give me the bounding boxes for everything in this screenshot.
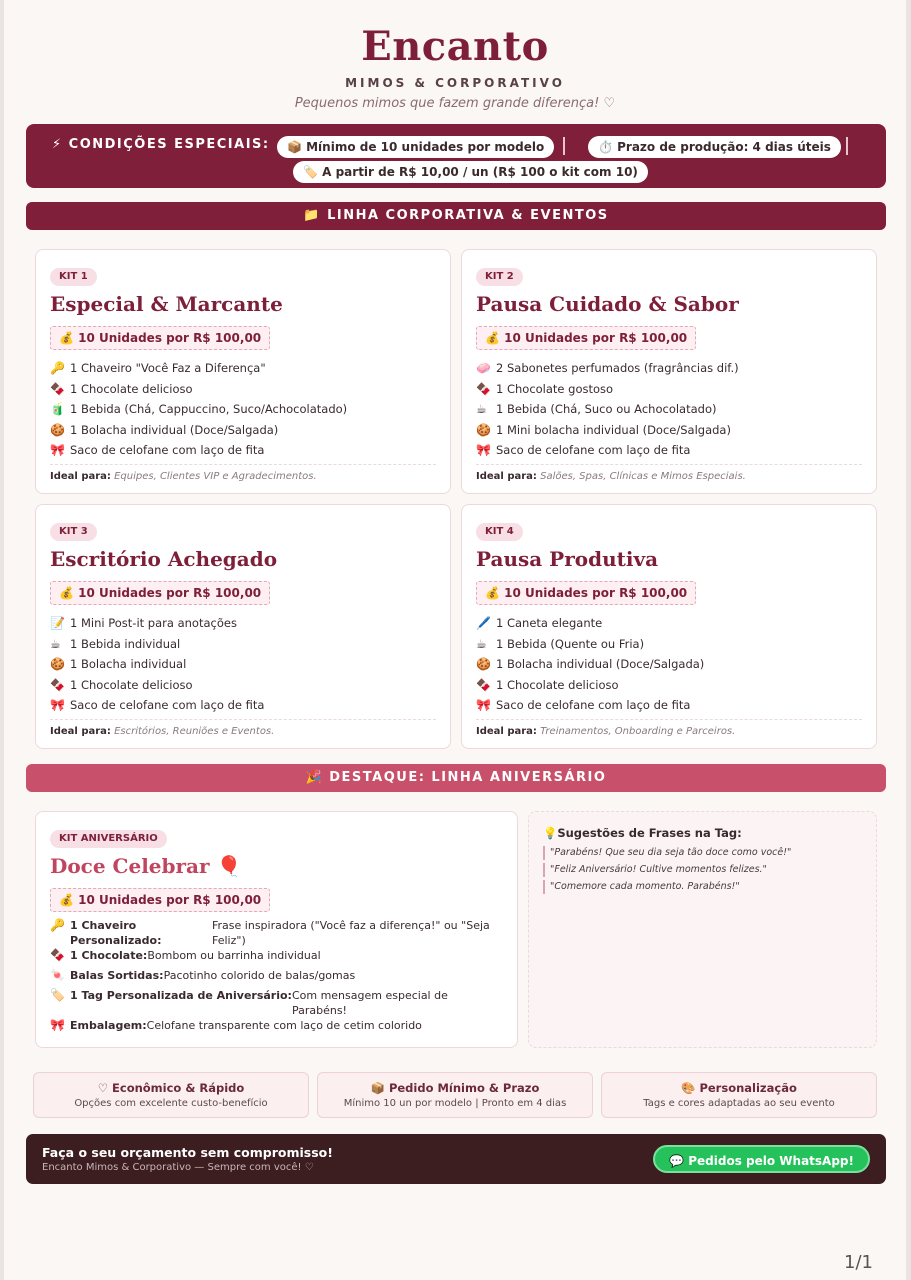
item-text: 1 Chaveiro "Você Faz a Diferença" (70, 361, 266, 375)
kit-items (476, 613, 704, 716)
brand-tagline: Pequenos mimos que fazem grande diferença! ♡ (294, 96, 616, 111)
item-text: 1 Bebida (Quente ou Fria) (496, 636, 645, 651)
corporate-section-header: 📁 LINHA CORPORATIVA & EVENTOS (26, 202, 886, 230)
item-text: 1 Caneta elegante (496, 616, 603, 630)
item-text: 1 Chocolate delicioso (70, 381, 193, 396)
chocolate-icon: 🍫 (50, 948, 65, 962)
drink-icon: 🧃 (50, 402, 65, 416)
birthday-kit-card (35, 811, 518, 1048)
ribbon-icon: 🎀 (50, 443, 65, 457)
feature-desc: Opções com excelente custo-benefício (74, 1098, 268, 1109)
ideal-for (50, 471, 317, 482)
ideal-label: Ideal para: (476, 726, 537, 737)
item-label: 1 Chaveiro Personalizado: (70, 919, 162, 947)
key-icon: 🔑 (50, 361, 65, 375)
kit-price: 💰 10 Unidades por R$ 100,00 (50, 888, 270, 912)
soap-icon: 🧼 (476, 361, 491, 375)
kit-price: 💰 10 Unidades por R$ 100,00 (50, 581, 270, 605)
kit-title: Escritório Achegado (50, 547, 278, 571)
list-item (476, 613, 704, 634)
tag-suggestions-card (528, 811, 877, 1048)
list-item (50, 988, 490, 1018)
ribbon-icon: 🎀 (50, 1018, 65, 1032)
list-item (50, 358, 347, 379)
list-item (50, 968, 490, 988)
price-from-pill: 🏷️ A partir de R$ 10,00 / un (R$ 100 o kit com 10) (293, 161, 648, 183)
list-item (50, 379, 347, 400)
feature-card (317, 1072, 593, 1118)
divider (476, 719, 862, 720)
list-item (50, 634, 264, 655)
candy-icon: 🍬 (50, 968, 65, 982)
catalog-page (4, 0, 906, 1280)
key-icon: 🔑 (50, 918, 65, 932)
item-text: 1 Bolacha individual (Doce/Salgada) (70, 422, 279, 437)
ideal-for (476, 726, 735, 737)
list-item (50, 918, 490, 948)
kit-badge: KIT 1 (50, 268, 97, 286)
conditions-label: ⚡ CONDIÇÕES ESPECIAIS: (52, 137, 270, 152)
kit-title: Especial & Marcante (50, 292, 283, 316)
cookie-icon: 🍪 (476, 657, 491, 671)
item-text: Pacotinho colorido de balas/gomas (163, 969, 356, 982)
list-item (476, 399, 739, 420)
kit-badge: KIT 3 (50, 523, 97, 541)
item-label: Embalagem: (70, 1019, 147, 1032)
brand-name: Encanto (361, 23, 549, 70)
list-item (50, 948, 490, 968)
kit-card (35, 249, 451, 494)
item-text: Celofane transparente com laço de cetim colorido (146, 1019, 422, 1032)
item-label: 1 Chocolate: (70, 949, 148, 962)
kit-price: 💰 10 Unidades por R$ 100,00 (476, 581, 696, 605)
ideal-text: Treinamentos, Onboarding e Parceiros. (540, 726, 736, 737)
item-text: Saco de celofane com laço de fita (496, 698, 691, 712)
ideal-label: Ideal para: (50, 471, 111, 482)
coffee-icon: ☕ (476, 636, 487, 651)
ideal-text: Escritórios, Reuniões e Eventos. (114, 726, 275, 737)
list-item (50, 1018, 490, 1038)
coffee-icon: ☕ (476, 402, 487, 416)
list-item: "Parabéns! Que seu dia seja tão doce como você!" (543, 846, 791, 860)
list-item (50, 675, 264, 696)
feature-card (33, 1072, 309, 1118)
item-label: Balas Sortidas: (70, 969, 164, 982)
page-number: 1/1 (844, 1252, 873, 1273)
kit-price: 💰 10 Unidades por R$ 100,00 (476, 326, 696, 350)
special-conditions-banner (26, 124, 886, 188)
ideal-text: Salões, Spas, Clínicas e Mimos Especiais. (540, 471, 746, 482)
memo-icon: 📝 (50, 616, 65, 630)
kit-title: Doce Celebrar 🎈 (50, 854, 242, 878)
whatsapp-button[interactable]: 💬 Pedidos pelo WhatsApp! (653, 1145, 870, 1173)
divider (50, 464, 436, 465)
suggestions-list (543, 846, 791, 897)
kit-badge: KIT 4 (476, 523, 523, 541)
item-text: 1 Bebida (Chá, Suco ou Achocolatado) (496, 402, 717, 416)
item-text: Bombom ou barrinha individual (147, 949, 321, 962)
item-label: 1 Tag Personalizada de Aniversário: (70, 989, 292, 1002)
ribbon-icon: 🎀 (476, 698, 491, 712)
pen-icon: 🖊️ (476, 616, 491, 630)
chocolate-icon: 🍫 (476, 677, 491, 692)
item-text: 1 Chocolate delicioso (70, 677, 193, 692)
divider (50, 719, 436, 720)
birthday-section-header: 🎉 DESTAQUE: LINHA ANIVERSÁRIO (26, 764, 886, 792)
feature-title: 🎨 Personalização (681, 1081, 797, 1095)
ribbon-icon: 🎀 (50, 698, 65, 712)
chocolate-icon: 🍫 (476, 381, 491, 396)
cookie-icon: 🍪 (476, 422, 491, 437)
list-item (50, 420, 347, 441)
min-units-pill: 📦 Mínimo de 10 unidades por modelo (277, 136, 554, 158)
list-item (476, 420, 739, 441)
item-text: 1 Bolacha individual (70, 657, 187, 671)
item-text: 1 Chocolate gostoso (496, 381, 614, 396)
chocolate-icon: 🍫 (50, 677, 65, 692)
cookie-icon: 🍪 (50, 422, 65, 437)
feature-desc: Tags e cores adaptadas ao seu evento (643, 1098, 835, 1109)
cookie-icon: 🍪 (50, 657, 65, 671)
ideal-label: Ideal para: (476, 471, 537, 482)
list-item (476, 634, 704, 655)
footer-sub: Encanto Mimos & Corporativo — Sempre com você! ♡ (42, 1162, 314, 1173)
kit-card (35, 504, 451, 749)
kit-items (476, 358, 739, 461)
list-item (50, 695, 264, 716)
item-text: Saco de celofane com laço de fita (70, 698, 265, 712)
list-item (476, 654, 704, 675)
list-item (476, 675, 704, 696)
item-text: 1 Bolacha individual (Doce/Salgada) (496, 657, 705, 671)
feature-card (601, 1072, 877, 1118)
list-item (50, 654, 264, 675)
conditions-divider (846, 137, 848, 155)
kit-badge: KIT ANIVERSÁRIO (50, 830, 167, 848)
ribbon-icon: 🎀 (476, 443, 491, 457)
feature-title: 📦 Pedido Mínimo & Prazo (370, 1081, 540, 1095)
brand-header (4, 0, 906, 111)
list-item (50, 613, 264, 634)
ideal-text: Equipes, Clientes VIP e Agradecimentos. (114, 471, 317, 482)
list-item (476, 358, 739, 379)
ideal-for (50, 726, 274, 737)
list-item (476, 440, 739, 461)
footer-cta (26, 1134, 886, 1184)
kit-items (50, 613, 264, 716)
list-item: "Comemore cada momento. Parabéns!" (543, 880, 791, 894)
item-text: 1 Chocolate delicioso (496, 677, 619, 692)
item-text: 1 Mini bolacha individual (Doce/Salgada) (496, 422, 731, 437)
ideal-label: Ideal para: (50, 726, 111, 737)
suggestions-title: 💡Sugestões de Frases na Tag: (543, 826, 742, 840)
lead-time-pill: ⏱️ Prazo de produção: 4 dias úteis (588, 136, 841, 158)
ideal-for (476, 471, 746, 482)
list-item (50, 440, 347, 461)
kit-card (461, 504, 877, 749)
item-text: 1 Bebida (Chá, Cappuccino, Suco/Achocolatado) (70, 402, 348, 416)
list-item: "Feliz Aniversário! Cultive momentos felizes." (543, 863, 791, 877)
footer-cta-text: Faça o seu orçamento sem compromisso! (42, 1145, 333, 1160)
item-text: Com mensagem especial de Parabéns! (291, 989, 448, 1017)
kit-card (461, 249, 877, 494)
feature-desc: Mínimo 10 un por modelo | Pronto em 4 dias (343, 1098, 567, 1109)
list-item (476, 695, 704, 716)
feature-title: ♡ Econômico & Rápido (97, 1081, 245, 1095)
kit-title: Pausa Produtiva (476, 547, 659, 571)
divider (476, 464, 862, 465)
kit-title: Pausa Cuidado & Sabor (476, 292, 739, 316)
chocolate-icon: 🍫 (50, 381, 65, 396)
kit-items (50, 358, 347, 461)
list-item (50, 399, 347, 420)
brand-subtitle: MIMOS & CORPORATIVO (345, 76, 565, 90)
item-text: Saco de celofane com laço de fita (70, 443, 265, 457)
list-item (476, 379, 739, 400)
item-text: 1 Mini Post-it para anotações (70, 616, 237, 630)
kit-items (50, 918, 490, 1038)
conditions-divider (563, 137, 565, 155)
kit-price: 💰 10 Unidades por R$ 100,00 (50, 326, 270, 350)
tag-icon: 🏷️ (50, 988, 65, 1002)
item-text: 2 Sabonetes perfumados (fragrâncias dif.) (496, 361, 739, 375)
item-text: Saco de celofane com laço de fita (496, 443, 691, 457)
coffee-icon: ☕ (50, 636, 61, 651)
item-text: Frase inspiradora ("Você faz a diferença!" ou "Seja Feliz") (212, 919, 490, 947)
kit-badge: KIT 2 (476, 268, 523, 286)
item-text: 1 Bebida individual (70, 636, 181, 651)
